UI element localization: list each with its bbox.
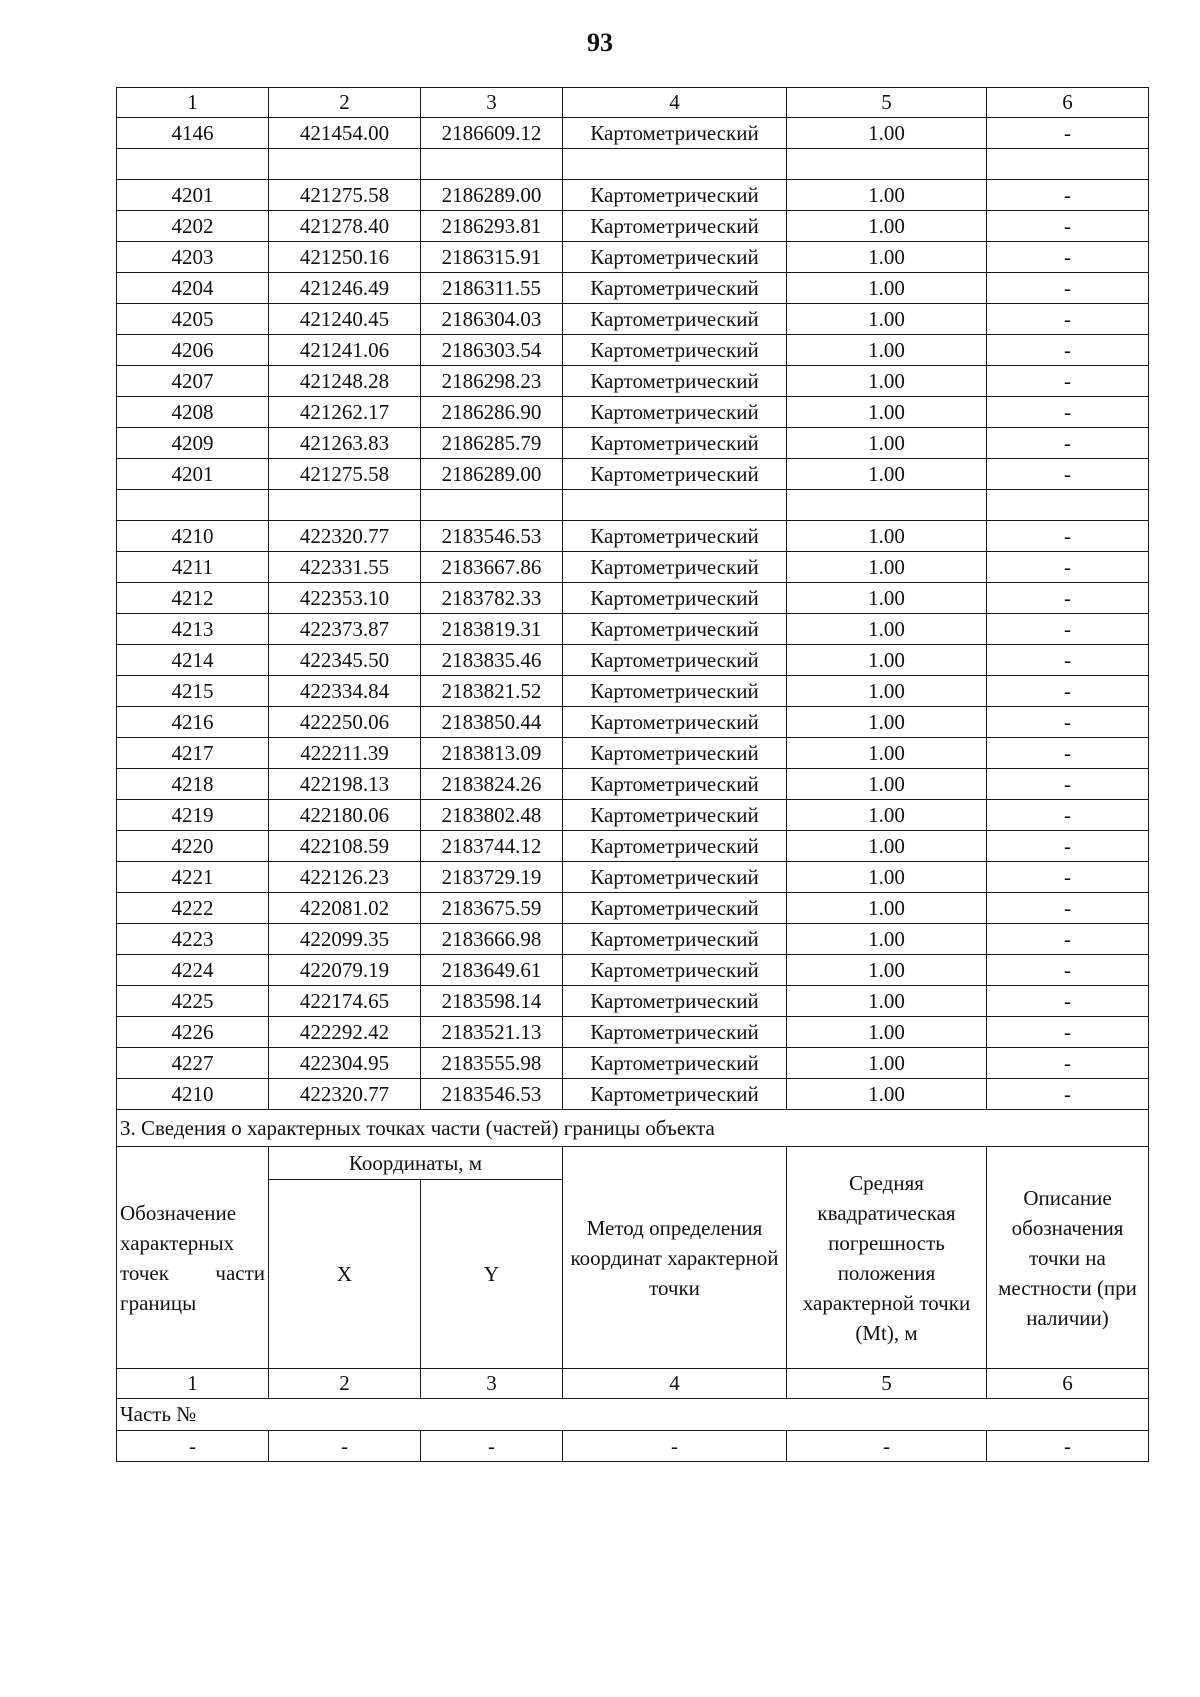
- cell-method: Картометрический: [563, 428, 787, 459]
- table-row: [117, 180, 1149, 211]
- cell-description: -: [987, 1048, 1149, 1079]
- cell-description: -: [987, 924, 1149, 955]
- empty-cell: [269, 490, 421, 521]
- cell-point-number: 4214: [117, 645, 269, 676]
- empty-cell: [987, 490, 1149, 521]
- table-row: [117, 676, 1149, 707]
- cell-y: 2186289.00: [421, 459, 563, 490]
- header-designation: Обозначение характерных точек части границы: [117, 1147, 269, 1369]
- empty-cell: [787, 490, 987, 521]
- cell-description: -: [987, 955, 1149, 986]
- cell-description: -: [987, 583, 1149, 614]
- cell-method: Картометрический: [563, 924, 787, 955]
- cell-method: Картометрический: [563, 521, 787, 552]
- cell-mt: 1.00: [787, 1048, 987, 1079]
- table-row: [117, 862, 1149, 893]
- cell-method: Картометрический: [563, 552, 787, 583]
- cell-method: Картометрический: [563, 986, 787, 1017]
- cell-y: 2186304.03: [421, 304, 563, 335]
- cell-x: 421262.17: [269, 397, 421, 428]
- cell-method: Картометрический: [563, 738, 787, 769]
- cell-x: 422320.77: [269, 521, 421, 552]
- cell-point-number: 4225: [117, 986, 269, 1017]
- cell-y: 2186303.54: [421, 335, 563, 366]
- cell-y: 2183850.44: [421, 707, 563, 738]
- cell-point-number: 4201: [117, 459, 269, 490]
- cell-description: -: [987, 242, 1149, 273]
- cell-point-number: 4221: [117, 862, 269, 893]
- cell-mt: 1.00: [787, 1017, 987, 1048]
- cell-method: Картометрический: [563, 707, 787, 738]
- cell-point-number: 4209: [117, 428, 269, 459]
- cell-x: 421240.45: [269, 304, 421, 335]
- cell-mt: 1.00: [787, 738, 987, 769]
- cell-description: -: [987, 831, 1149, 862]
- cell-mt: 1.00: [787, 831, 987, 862]
- cell-description: -: [987, 986, 1149, 1017]
- cell-point-number: 4218: [117, 769, 269, 800]
- cell-method: Картометрический: [563, 645, 787, 676]
- cell-method: Картометрический: [563, 1017, 787, 1048]
- column-number: 5: [787, 88, 987, 118]
- cell-description: -: [987, 180, 1149, 211]
- cell-x: 422180.06: [269, 800, 421, 831]
- cell-description: -: [987, 428, 1149, 459]
- cell-mt: 1.00: [787, 304, 987, 335]
- cell-y: 2183555.98: [421, 1048, 563, 1079]
- cell-mt: 1.00: [787, 800, 987, 831]
- cell-description: -: [987, 614, 1149, 645]
- cell-mt: 1.00: [787, 707, 987, 738]
- cell-mt: 1.00: [787, 769, 987, 800]
- cell-description: -: [987, 1079, 1149, 1110]
- cell-point-number: 4213: [117, 614, 269, 645]
- cell-mt: 1.00: [787, 1079, 987, 1110]
- cell-method: Картометрический: [563, 335, 787, 366]
- cell-y: 2183813.09: [421, 738, 563, 769]
- cell-method: Картометрический: [563, 800, 787, 831]
- cell-x: 421241.06: [269, 335, 421, 366]
- column-number: 6: [987, 88, 1149, 118]
- cell-y: 2186293.81: [421, 211, 563, 242]
- table-row: [117, 583, 1149, 614]
- cell-x: 421275.58: [269, 459, 421, 490]
- empty-cell: -: [787, 1431, 987, 1462]
- cell-y: 2186311.55: [421, 273, 563, 304]
- cell-mt: 1.00: [787, 955, 987, 986]
- cell-point-number: 4226: [117, 1017, 269, 1048]
- empty-cell: [987, 149, 1149, 180]
- cell-y: 2183675.59: [421, 893, 563, 924]
- cell-method: Картометрический: [563, 862, 787, 893]
- cell-description: -: [987, 552, 1149, 583]
- cell-point-number: 4205: [117, 304, 269, 335]
- blank-row: [117, 490, 1149, 521]
- cell-x: 421248.28: [269, 366, 421, 397]
- empty-cell: -: [987, 1431, 1149, 1462]
- table-row: [117, 707, 1149, 738]
- column-number: 3: [421, 88, 563, 118]
- cell-mt: 1.00: [787, 583, 987, 614]
- table-row: [117, 831, 1149, 862]
- cell-mt: 1.00: [787, 118, 987, 149]
- cell-description: -: [987, 893, 1149, 924]
- cell-x: 422304.95: [269, 1048, 421, 1079]
- cell-description: -: [987, 211, 1149, 242]
- cell-x: 422126.23: [269, 862, 421, 893]
- empty-cell: [117, 149, 269, 180]
- cell-mt: 1.00: [787, 335, 987, 366]
- table-row: [117, 738, 1149, 769]
- header-x: X: [269, 1180, 421, 1369]
- cell-point-number: 4219: [117, 800, 269, 831]
- column-number: 5: [787, 1369, 987, 1399]
- cell-mt: 1.00: [787, 273, 987, 304]
- cell-method: Картометрический: [563, 397, 787, 428]
- table-body: [117, 88, 1149, 1462]
- cell-point-number: 4216: [117, 707, 269, 738]
- cell-x: 422198.13: [269, 769, 421, 800]
- part-label: Часть №: [117, 1399, 1149, 1431]
- cell-description: -: [987, 118, 1149, 149]
- cell-mt: 1.00: [787, 211, 987, 242]
- table-row: [117, 211, 1149, 242]
- cell-method: Картометрический: [563, 118, 787, 149]
- cell-method: Картометрический: [563, 211, 787, 242]
- cell-point-number: 4202: [117, 211, 269, 242]
- cell-point-number: 4203: [117, 242, 269, 273]
- table-row: [117, 521, 1149, 552]
- empty-cell: [421, 149, 563, 180]
- cell-y: 2183546.53: [421, 521, 563, 552]
- cell-description: -: [987, 366, 1149, 397]
- empty-cell: [563, 490, 787, 521]
- cell-y: 2183744.12: [421, 831, 563, 862]
- cell-x: 422320.77: [269, 1079, 421, 1110]
- cell-y: 2183598.14: [421, 986, 563, 1017]
- column-number-row: [117, 88, 1149, 118]
- cell-x: 422345.50: [269, 645, 421, 676]
- cell-y: 2183821.52: [421, 676, 563, 707]
- cell-method: Картометрический: [563, 614, 787, 645]
- cell-method: Картометрический: [563, 769, 787, 800]
- table-row: [117, 242, 1149, 273]
- header-method: Метод определения координат характерной точки: [563, 1147, 787, 1369]
- empty-cell: [421, 490, 563, 521]
- cell-y: 2183824.26: [421, 769, 563, 800]
- cell-mt: 1.00: [787, 459, 987, 490]
- cell-point-number: 4210: [117, 521, 269, 552]
- cell-description: -: [987, 397, 1149, 428]
- cell-method: Картометрический: [563, 676, 787, 707]
- cell-point-number: 4201: [117, 180, 269, 211]
- page-number: 93: [587, 28, 613, 57]
- table-row: [117, 397, 1149, 428]
- column-number: 1: [117, 1369, 269, 1399]
- cell-method: Картометрический: [563, 366, 787, 397]
- cell-mt: 1.00: [787, 862, 987, 893]
- empty-cell: [117, 490, 269, 521]
- cell-x: 422334.84: [269, 676, 421, 707]
- cell-x: 422079.19: [269, 955, 421, 986]
- table-row: [117, 1017, 1149, 1048]
- empty-cell: [787, 149, 987, 180]
- table-row: [117, 552, 1149, 583]
- cell-y: 2183729.19: [421, 862, 563, 893]
- cell-x: 422099.35: [269, 924, 421, 955]
- cell-x: 422373.87: [269, 614, 421, 645]
- cell-point-number: 4212: [117, 583, 269, 614]
- table-row: [117, 273, 1149, 304]
- column-number: 4: [563, 88, 787, 118]
- cell-y: 2183802.48: [421, 800, 563, 831]
- cell-x: 422353.10: [269, 583, 421, 614]
- table-row: [117, 304, 1149, 335]
- empty-cell: -: [117, 1431, 269, 1462]
- cell-point-number: 4206: [117, 335, 269, 366]
- cell-point-number: 4146: [117, 118, 269, 149]
- boundary-points-table: [116, 87, 1149, 1462]
- cell-x: 422292.42: [269, 1017, 421, 1048]
- empty-cell: -: [563, 1431, 787, 1462]
- column-number: 3: [421, 1369, 563, 1399]
- cell-mt: 1.00: [787, 428, 987, 459]
- cell-y: 2186609.12: [421, 118, 563, 149]
- cell-mt: 1.00: [787, 986, 987, 1017]
- cell-y: 2186289.00: [421, 180, 563, 211]
- empty-cell: [563, 149, 787, 180]
- table-row: [117, 118, 1149, 149]
- cell-description: -: [987, 707, 1149, 738]
- section-3-title: 3. Сведения о характерных точках части (частей) границы объекта: [117, 1110, 1149, 1147]
- cell-method: Картометрический: [563, 831, 787, 862]
- cell-x: 421278.40: [269, 211, 421, 242]
- blank-row: [117, 149, 1149, 180]
- cell-mt: 1.00: [787, 521, 987, 552]
- table-row: [117, 955, 1149, 986]
- cell-point-number: 4220: [117, 831, 269, 862]
- table-row: [117, 893, 1149, 924]
- cell-method: Картометрический: [563, 273, 787, 304]
- cell-x: 421275.58: [269, 180, 421, 211]
- column-number: 6: [987, 1369, 1149, 1399]
- cell-point-number: 4222: [117, 893, 269, 924]
- table-row: [117, 645, 1149, 676]
- cell-y: 2183521.13: [421, 1017, 563, 1048]
- table-row: [117, 1079, 1149, 1110]
- cell-point-number: 4223: [117, 924, 269, 955]
- cell-method: Картометрический: [563, 583, 787, 614]
- cell-description: -: [987, 335, 1149, 366]
- cell-point-number: 4217: [117, 738, 269, 769]
- cell-description: -: [987, 769, 1149, 800]
- cell-point-number: 4215: [117, 676, 269, 707]
- section-3-column-number-row: [117, 1369, 1149, 1399]
- header-mt: Средняя квадратическая погрешность положения характерной точки (Mt), м: [787, 1147, 987, 1369]
- column-number: 1: [117, 88, 269, 118]
- cell-mt: 1.00: [787, 552, 987, 583]
- cell-description: -: [987, 676, 1149, 707]
- header-y: Y: [421, 1180, 563, 1369]
- cell-mt: 1.00: [787, 180, 987, 211]
- cell-mt: 1.00: [787, 645, 987, 676]
- cell-method: Картометрический: [563, 955, 787, 986]
- cell-y: 2183546.53: [421, 1079, 563, 1110]
- cell-description: -: [987, 645, 1149, 676]
- cell-description: -: [987, 862, 1149, 893]
- cell-method: Картометрический: [563, 180, 787, 211]
- table-row: [117, 986, 1149, 1017]
- cell-description: -: [987, 521, 1149, 552]
- cell-description: -: [987, 738, 1149, 769]
- cell-mt: 1.00: [787, 366, 987, 397]
- cell-y: 2183819.31: [421, 614, 563, 645]
- table-row: [117, 1048, 1149, 1079]
- cell-y: 2183666.98: [421, 924, 563, 955]
- cell-point-number: 4210: [117, 1079, 269, 1110]
- cell-x: 422174.65: [269, 986, 421, 1017]
- cell-mt: 1.00: [787, 397, 987, 428]
- table-row: [117, 335, 1149, 366]
- cell-mt: 1.00: [787, 242, 987, 273]
- cell-x: 422211.39: [269, 738, 421, 769]
- table-row: [117, 428, 1149, 459]
- empty-cell: [269, 149, 421, 180]
- cell-y: 2186315.91: [421, 242, 563, 273]
- table-row: [117, 614, 1149, 645]
- cell-x: 421454.00: [269, 118, 421, 149]
- cell-x: 422081.02: [269, 893, 421, 924]
- cell-point-number: 4224: [117, 955, 269, 986]
- empty-cell: -: [269, 1431, 421, 1462]
- cell-y: 2186286.90: [421, 397, 563, 428]
- cell-x: 422108.59: [269, 831, 421, 862]
- cell-method: Картометрический: [563, 1079, 787, 1110]
- cell-method: Картометрический: [563, 242, 787, 273]
- cell-mt: 1.00: [787, 924, 987, 955]
- table-row: [117, 924, 1149, 955]
- cell-method: Картометрический: [563, 893, 787, 924]
- cell-point-number: 4211: [117, 552, 269, 583]
- table-row: [117, 459, 1149, 490]
- section-3-title-row: [117, 1110, 1149, 1147]
- cell-y: 2183667.86: [421, 552, 563, 583]
- cell-x: 421263.83: [269, 428, 421, 459]
- section-3-header-row-a: [117, 1147, 1149, 1180]
- cell-x: 421250.16: [269, 242, 421, 273]
- cell-x: 422331.55: [269, 552, 421, 583]
- cell-point-number: 4207: [117, 366, 269, 397]
- cell-x: 421246.49: [269, 273, 421, 304]
- cell-y: 2183782.33: [421, 583, 563, 614]
- table-row: [117, 366, 1149, 397]
- header-description: Описание обозначения точки на местности (при наличии): [987, 1147, 1149, 1369]
- cell-method: Картометрический: [563, 459, 787, 490]
- header-coordinates: Координаты, м: [269, 1147, 563, 1180]
- cell-y: 2183649.61: [421, 955, 563, 986]
- column-number: 4: [563, 1369, 787, 1399]
- cell-y: 2186298.23: [421, 366, 563, 397]
- cell-description: -: [987, 1017, 1149, 1048]
- cell-x: 422250.06: [269, 707, 421, 738]
- cell-method: Картометрический: [563, 304, 787, 335]
- cell-point-number: 4208: [117, 397, 269, 428]
- part-empty-row: [117, 1431, 1149, 1462]
- column-number: 2: [269, 88, 421, 118]
- cell-mt: 1.00: [787, 614, 987, 645]
- cell-description: -: [987, 459, 1149, 490]
- table-row: [117, 769, 1149, 800]
- cell-mt: 1.00: [787, 676, 987, 707]
- cell-mt: 1.00: [787, 893, 987, 924]
- cell-point-number: 4227: [117, 1048, 269, 1079]
- cell-description: -: [987, 273, 1149, 304]
- cell-method: Картометрический: [563, 1048, 787, 1079]
- cell-y: 2186285.79: [421, 428, 563, 459]
- cell-description: -: [987, 800, 1149, 831]
- cell-point-number: 4204: [117, 273, 269, 304]
- part-row: [117, 1399, 1149, 1431]
- cell-y: 2183835.46: [421, 645, 563, 676]
- cell-description: -: [987, 304, 1149, 335]
- table-row: [117, 800, 1149, 831]
- column-number: 2: [269, 1369, 421, 1399]
- empty-cell: -: [421, 1431, 563, 1462]
